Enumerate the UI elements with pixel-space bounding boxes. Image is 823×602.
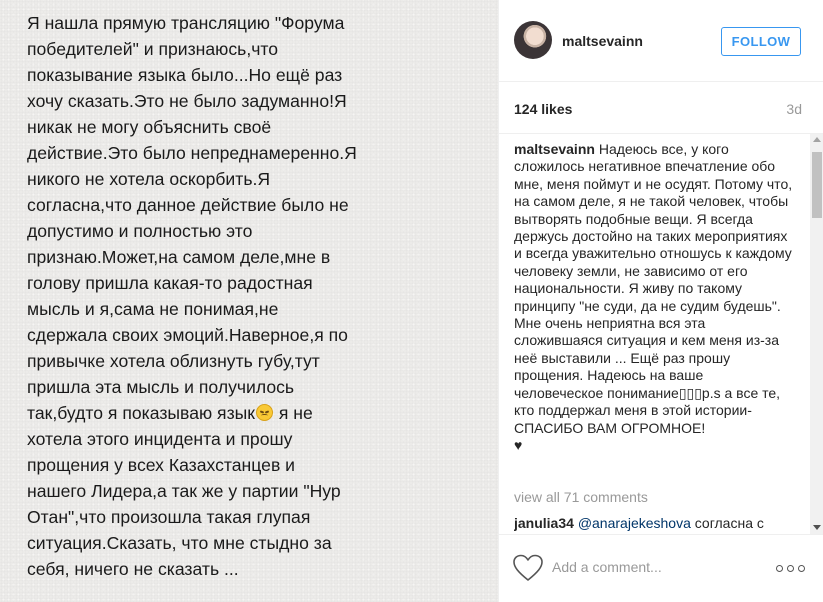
photo-line: Я нашла прямую трансляцию "Форума	[27, 13, 345, 33]
post-side-panel	[498, 0, 823, 602]
photo-line: нашего Лидера,а так же у партии "Нур	[27, 481, 341, 501]
post-meta	[499, 83, 823, 133]
likes-count[interactable]: 124 likes	[514, 101, 573, 117]
photo-line: Отан",что произошла такая глупая	[27, 507, 311, 527]
photo-line: прощения у всех Казахстанцев и	[27, 455, 296, 475]
comment-mention-link[interactable]: @anarajekeshova	[577, 515, 691, 531]
caption-username-link[interactable]: maltsevainn	[514, 141, 595, 157]
photo-line: никого не хотела оскорбить.Я	[27, 169, 271, 189]
add-comment-input[interactable]	[552, 552, 752, 582]
view-all-comments-link[interactable]: view all 71 comments	[514, 489, 648, 505]
header-username-link[interactable]: maltsevainn	[562, 33, 643, 49]
photo-line-part: я не	[274, 403, 313, 423]
scroll-down-arrow-icon[interactable]	[813, 525, 821, 530]
avatar[interactable]	[514, 21, 552, 59]
caption-text: Надеюсь все, у кого сложилось негативное впечатление обо мне, меня поймут и не осудят. Потому что, на самом деле, я не такой человек, чтобы вытворять подобные вещи. Я всегда держусь достойно на таких мероприятиях и всегда уважительно отношусь к каждому человеку земли, не зависимо от его национальности. Я живу по такому принципу "не суди, да не судим будешь". Мне очень неприятна вся эта сложившаяся ситуация и кем меня из-за неё выставили ... Ещё раз прошу прощения. Надеюсь на ваше человеческое понимание▯▯▯p.s а все те, кто поддержал меня в этой истории-СПАСИБО ВАМ ОГРОМНОЕ!	[514, 141, 793, 436]
photo-line: допустимо и полностью это	[27, 221, 253, 241]
photo-line: действие.Это было непреднамеренно.Я	[27, 143, 357, 163]
more-options-icon[interactable]	[776, 565, 806, 573]
photo-line: привычке хотела облизнуть губу,тут	[27, 351, 320, 371]
comments-scrollbar[interactable]	[810, 134, 823, 535]
photo-note-text	[27, 10, 383, 582]
photo-line: хочу сказать.Это не было задуманно!Я	[27, 91, 347, 111]
black-heart-icon: ♥	[514, 436, 523, 453]
photo-line: пришла эта мысль и получилось	[27, 377, 295, 397]
photo-line: согласна,что данное действие было не	[27, 195, 349, 215]
scrollbar-thumb[interactable]	[812, 152, 822, 218]
comments-section	[499, 133, 823, 534]
photo-line: ситуация.Сказать, что мне стыдно за	[27, 533, 332, 553]
photo-line: никак не могу объяснить своё	[27, 117, 272, 137]
follow-button[interactable]: FOLLOW	[721, 27, 801, 56]
photo-line: себя, ничего не сказать ...	[27, 559, 239, 579]
heart-outline-icon[interactable]	[513, 554, 543, 582]
comment-item	[514, 515, 794, 531]
photo-line: голову пришла какая-то радостная	[27, 273, 313, 293]
comment-text: согласна с	[690, 515, 764, 531]
post-header	[499, 0, 823, 82]
post-caption	[514, 141, 794, 454]
photo-line: хотела этого инцидента и прошу	[27, 429, 293, 449]
post-footer	[499, 534, 823, 602]
photo-line: мысль и я,сама не понимая,не	[27, 299, 279, 319]
comment-username-link[interactable]: janulia34	[514, 515, 574, 531]
photo-line: показывание языка было...Но ещё раз	[27, 65, 343, 85]
disappointed-face-emoji-icon	[256, 404, 273, 421]
photo-line-part: так,будто я показываю язык	[27, 403, 255, 423]
photo-line: признаю.Может,на самом деле,мне в	[27, 247, 331, 267]
photo-line: победителей" и признаюсь,что	[27, 39, 279, 59]
photo-line-with-emoji	[27, 400, 383, 426]
photo-line: сдержала своих эмоций.Наверное,я по	[27, 325, 348, 345]
post-timestamp[interactable]: 3d	[786, 101, 802, 117]
scroll-up-arrow-icon[interactable]	[813, 137, 821, 142]
